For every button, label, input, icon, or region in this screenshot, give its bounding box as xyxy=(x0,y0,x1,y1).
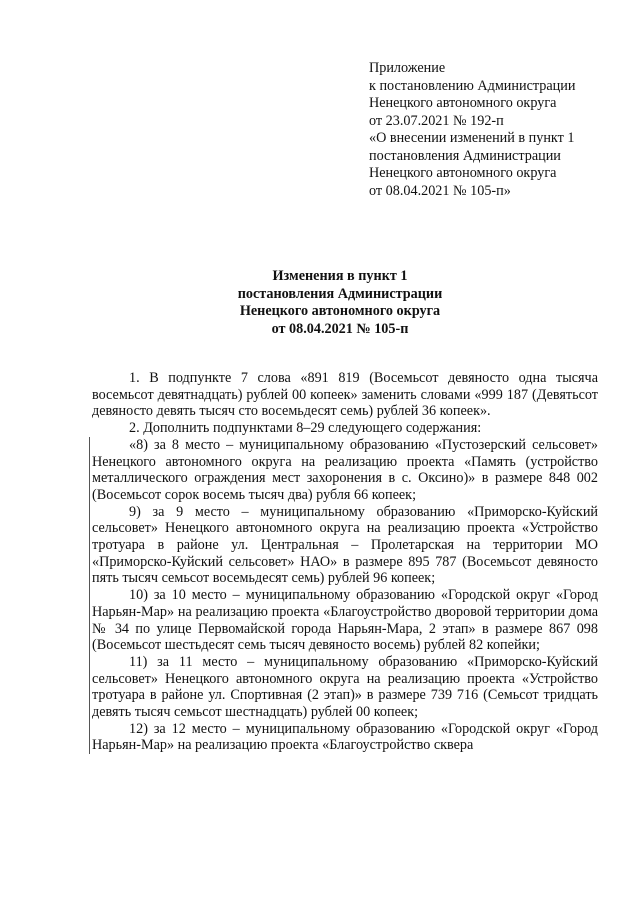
appendix-line: Приложение xyxy=(369,60,446,76)
subparagraph-8: «8) за 8 место – муниципальному образованию «Пустозерский сельсовет» Ненецкого автономного округа на реализацию проекта «Память (устройство металлического ограждения мест захоронения в с. Оксино)» в размере 848 002 (Восемьсот сорок восемь тысяч два) рубля 66 копеек; xyxy=(89,437,598,504)
subparagraph-11: 11) за 11 место – муниципальному образованию «Приморско-Куйский сельсовет» Ненецкого автономного округа на реализацию проекта «Устройство тротуара в районе ул. Спортивная (2 этап)» в размере 739 716 (Семьсот тридцать девять тысяч семьсот шестнадцать) рублей 00 копеек; xyxy=(89,654,598,721)
subparagraph-10: 10) за 10 место – муниципальному образованию «Городской округ «Город Нарьян-Мар» на реализацию проекта «Благоустройство дворовой территории дома № 34 по улице Первомайской города Нарьян-Мара, 2 этап» в размере 867 098 (Восемьсот шестьдесят семь тысяч девяносто восемь) рублей 82 копейки; xyxy=(89,587,598,654)
subparagraph-9: 9) за 9 место – муниципальному образованию «Приморско-Куйский сельсовет» Ненецкого автономного округа на реализацию проекта «Устройство тротуара в районе ул. Центральная – Пролетарская на территории МО «Приморско-Куйский сельсовет» НАО» в размере 895 787 (Восемьсот девяносто пять тысяч семьсот восемьдесят семь) рублей 96 копеек; xyxy=(89,504,598,588)
title-line: от 08.04.2021 № 105-п xyxy=(271,320,409,337)
appendix-line: от 08.04.2021 № 105-п» xyxy=(369,182,511,199)
appendix-line: Ненецкого автономного округа xyxy=(369,165,557,181)
appendix-line: постановления Администрации xyxy=(369,147,561,164)
subparagraph-12: 12) за 12 место – муниципальному образованию «Городской округ «Город Нарьян-Мар» на реализацию проекта «Благоустройство сквера xyxy=(89,721,598,754)
appendix-block xyxy=(369,60,619,200)
title-line: Изменения в пункт 1 xyxy=(272,268,408,284)
appendix-line: от 23.07.2021 № 192-п xyxy=(369,112,504,129)
title-line: постановления Администрации xyxy=(237,285,443,302)
appendix-line: «О внесении изменений в пункт 1 xyxy=(369,130,575,146)
document-title xyxy=(100,268,580,338)
paragraph-item-2: 2. Дополнить подпунктами 8–29 следующего содержания: xyxy=(129,420,482,437)
title-line: Ненецкого автономного округа xyxy=(239,303,441,319)
paragraph-item-1: 1. В подпункте 7 слова «891 819 (Восемьсот девяносто одна тысяча восемьсот девятнадцать) рублей 00 копеек» заменить словами «999 187 (Девятьсот девяносто девять тысяч сто восемьдесят семь) рублей 36 копеек». xyxy=(92,370,598,420)
document-body xyxy=(92,370,598,754)
appendix-line: Ненецкого автономного округа xyxy=(369,95,557,111)
appendix-line: к постановлению Администрации xyxy=(369,77,576,94)
